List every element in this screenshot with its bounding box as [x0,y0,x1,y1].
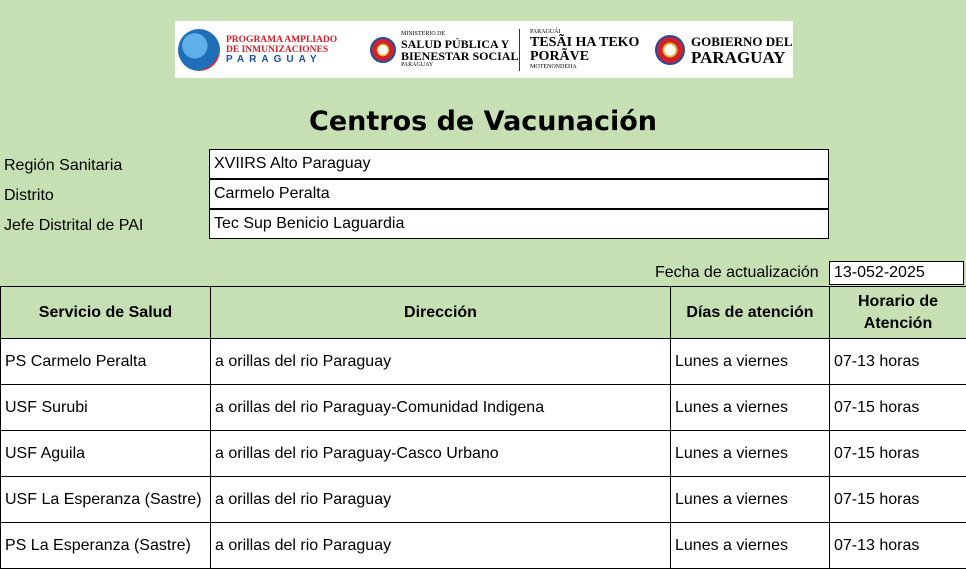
gobierno-line1: GOBIERNO DEL [691,34,793,50]
cell-horario[interactable]: 07-13 horas [830,523,966,569]
table-header-row [1,287,966,339]
cell-dias[interactable]: Lunes a viernes [671,385,830,431]
cell-horario[interactable]: 07-15 horas [830,431,966,477]
gobierno-logo [655,21,793,78]
cell-horario[interactable]: 07-13 horas [830,339,966,385]
cell-dias[interactable]: Lunes a viernes [671,339,830,385]
page-title: Centros de Vacunación [0,106,966,137]
region-value[interactable]: XVIIRS Alto Paraguay [209,149,829,179]
pai-logo [178,21,337,78]
cell-servicio[interactable]: USF Aguila [1,431,211,477]
table-row [1,385,966,431]
header-direccion: Dirección [211,287,671,339]
ministerio-small-bottom: PARAGUAY [401,62,518,69]
cell-horario[interactable]: 07-15 horas [830,385,966,431]
header-dias: Días de atención [671,287,830,339]
fecha-label: Fecha de actualización [655,264,819,282]
tesai-small-top: PARAGUÁI [530,29,639,36]
pai-logo-line3: PARAGUAY [226,55,337,65]
cell-servicio[interactable]: PS Carmelo Peralta [1,339,211,385]
logo-divider [519,29,520,71]
jefe-label: Jefe Distrital de PAI [4,217,143,235]
table-row [1,431,966,477]
header-horario: Horario de Atención [830,287,966,339]
cell-direccion[interactable]: a orillas del rio Paraguay-Casco Urbano [211,431,671,477]
pai-logo-line1: PROGRAMA AMPLIADO [226,35,337,45]
cell-servicio[interactable]: USF Surubi [1,385,211,431]
cell-servicio[interactable]: USF La Esperanza (Sastre) [1,477,211,523]
ministerio-line2: BIENESTAR SOCIAL [401,50,518,62]
header-servicio: Servicio de Salud [1,287,211,339]
tesai-small-bottom: MOTENONDEHA [530,64,639,71]
tesai-line2: PORÃVE [530,50,639,64]
distrito-value[interactable]: Carmelo Peralta [209,179,829,209]
cell-direccion[interactable]: a orillas del rio Paraguay [211,339,671,385]
pai-logo-line2: DE INMUNIZACIONES [226,45,337,55]
cell-direccion[interactable]: a orillas del rio Paraguay [211,477,671,523]
cell-dias[interactable]: Lunes a viernes [671,431,830,477]
cell-direccion[interactable]: a orillas del rio Paraguay-Comunidad Indigena [211,385,671,431]
jefe-value[interactable]: Tec Sup Benicio Laguardia [209,209,829,239]
gobierno-line2: PARAGUAY [691,50,793,66]
cell-servicio[interactable]: PS La Esperanza (Sastre) [1,523,211,569]
cell-direccion[interactable]: a orillas del rio Paraguay [211,523,671,569]
vaccination-centers-table [0,286,966,569]
region-label: Región Sanitaria [4,157,122,175]
ministerio-line1: SALUD PÚBLICA Y [401,38,518,50]
distrito-label: Distrito [4,187,54,205]
national-seal-icon [370,37,396,63]
table-row [1,523,966,569]
tesai-logo [530,21,639,78]
tesai-line1: TESÃI HA TEKO [530,36,639,50]
ministerio-small-top: MINISTERIO DE [401,31,518,38]
cell-dias[interactable]: Lunes a viernes [671,523,830,569]
pai-emblem-icon [178,29,220,71]
fecha-value[interactable]: 13-052-2025 [829,261,964,285]
cell-dias[interactable]: Lunes a viernes [671,477,830,523]
table-row [1,477,966,523]
ministerio-logo [370,21,518,78]
gobierno-seal-icon [655,35,685,65]
table-row [1,339,966,385]
cell-horario[interactable]: 07-15 horas [830,477,966,523]
logo-banner [175,21,793,78]
